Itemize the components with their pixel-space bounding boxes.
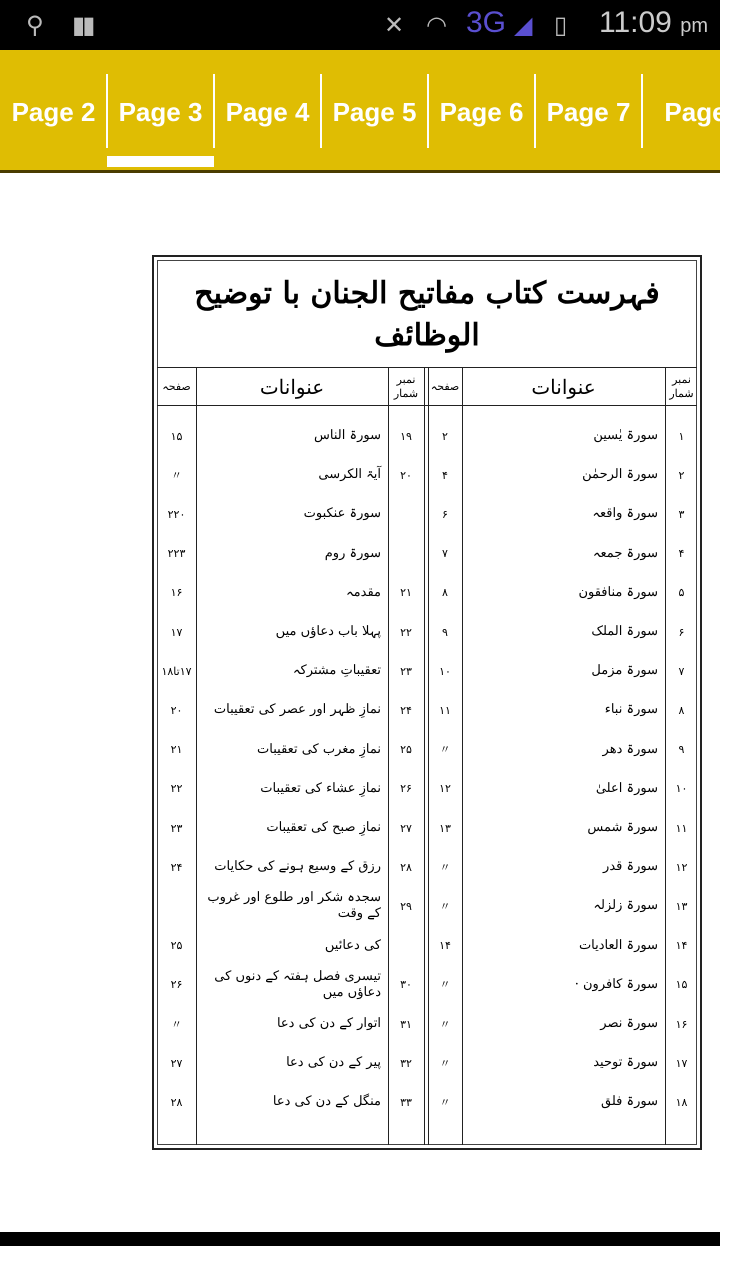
row-title: سورۃ شمس [587,820,658,835]
row-page: ۲۲ [170,782,183,796]
row-serial [389,535,423,573]
row-title: سورۃ دھر [602,741,658,757]
row-page: 〃 [439,743,451,757]
row-page: ۱۵ [170,429,183,443]
tab-page-2[interactable] [0,50,107,170]
row-page: ۱۶ [170,586,183,600]
row-page: ۲۰ [170,703,183,717]
row-title: اتوار کے دن کی دعا [276,1016,381,1031]
row-page: ۱۰ [439,664,451,678]
row-title: نمازِ صبح کی تعقیبات [266,820,381,835]
row-serial: ۲۲ [400,625,412,639]
row-title: سورۃ فلق [601,1094,658,1110]
tab-page-3[interactable] [107,50,214,170]
row-title: سورۃ العادیات [578,937,658,953]
row-title: سورۃ کافرون · [574,976,658,992]
row-title: سورۃ منافقون [578,584,658,600]
tab-label: Page 3 [118,97,203,127]
row-title: سورۃ مزمل [591,663,658,679]
row-page: 〃 [439,1095,451,1109]
mute-icon: ✕ [384,11,405,39]
row-serial: ۲۳ [400,664,412,678]
row-serial: ۲ [678,468,685,482]
page-tab-bar [0,50,727,170]
row-title: سورۃ واقعہ [592,506,658,522]
row-serial: ۱۲ [675,860,688,874]
row-page: ۲ [442,429,448,443]
tab-page-4[interactable] [214,50,321,170]
header-page: صفحہ [430,380,460,393]
row-page: 〃 [171,1017,182,1031]
tab-label: Page 7 [546,97,631,127]
row-title: سجدہ شکر اور طلوع اور غروب کے وقت [207,890,381,922]
network-type: 3G [466,6,507,39]
row-title: سورۃ قدر [603,859,658,875]
row-page: 〃 [439,1017,451,1031]
header-serial: نمبر شمار [393,373,419,400]
row-serial: ۸ [678,703,685,717]
clock-time: 11:09 [599,6,672,39]
row-serial: ۲۷ [400,821,412,835]
row-serial [389,927,423,965]
tab-label: Page [664,97,727,127]
row-title: تیسری فصل ہفتہ کے دنوں کی دعاؤں میں [214,968,381,1000]
row-page: 〃 [171,468,182,482]
row-serial: ۲۸ [400,860,412,874]
row-page: ۷ [442,547,448,561]
row-page: ۲۵ [170,939,183,953]
column-line [424,367,425,1145]
row-title: تعقیباتِ مشترکہ [292,663,381,679]
index-table [152,255,702,1150]
row-serial [389,495,423,533]
row-title: نمازِ مغرب کی تعقیبات [257,741,381,757]
row-page: 〃 [439,1056,451,1070]
row-serial: ۲۴ [400,703,412,717]
row-title: منگل کے دن کی دعا [272,1094,381,1110]
row-serial: ۳۲ [400,1056,412,1070]
row-title: نمازِ عشاء کی تعقیبات [260,780,381,796]
row-serial: ۷ [678,664,685,678]
row-serial: ۱۹ [400,429,412,443]
row-title: سورۃ یٰسین [593,428,658,443]
row-title: سورۃ نباء [604,702,658,718]
row-title: سورۃ نصر [600,1016,658,1031]
row-page: 〃 [439,860,451,874]
tab-page-6[interactable] [428,50,535,170]
row-title: رزق کے وسیع ہونے کی حکایات [214,859,381,875]
header-title: عنوانات [259,375,325,399]
row-page: ۶ [442,507,448,521]
row-page: ۲۶ [170,978,183,992]
row-page: ۱۷تا۱۸ [161,664,192,678]
row-serial: ۳۱ [400,1017,412,1031]
row-serial: ۲۰ [400,468,412,482]
signal-icon: ◢ [514,11,533,39]
row-serial: ۲۶ [400,782,412,796]
selected-tab-indicator [107,156,214,167]
wifi-icon: ◠ [426,11,447,39]
row-title: سورۃ الملک [591,624,658,639]
row-page: 〃 [439,978,451,992]
row-serial: ۲۹ [400,899,412,913]
row-serial: ۳۰ [400,978,412,992]
header-serial: نمبر شمار [669,373,694,400]
divider [157,405,697,406]
row-serial: ۵ [678,586,685,600]
row-serial: ۱۵ [675,978,688,992]
header-title: عنوانات [531,375,596,399]
divider [157,367,697,368]
tab-label: Page 6 [439,97,524,127]
row-serial: ۱۶ [675,1017,688,1031]
row-page: ۲۴ [170,860,183,874]
row-title: مقدمہ [346,584,381,600]
clock [599,6,708,40]
row-title: نمازِ ظہر اور عصر کی تعقیبات [213,702,381,718]
row-page: ۸ [442,586,448,600]
row-serial: ۱۳ [675,899,688,913]
usb-icon: ⚲ [26,11,44,39]
row-page: ۲۲۳ [167,547,186,561]
clock-ampm: pm [680,15,708,37]
tab-page-7[interactable] [535,50,642,170]
tab-page-5[interactable] [321,50,428,170]
tab-page-8[interactable] [642,50,749,170]
row-page: ۲۳ [170,821,183,835]
row-title: پیر کے دن کی دعا [286,1055,381,1071]
row-page: ۲۲۰ [167,507,186,521]
row-title: سورۃ الناس [314,428,381,443]
row-serial: ۱۰ [675,782,688,796]
page-edge [0,1232,720,1246]
row-title: سورۃ زلزلہ [593,898,658,914]
row-serial: ۱۱ [675,821,688,835]
row-title: سورۃ الرحمٰن [582,467,658,483]
row-serial: ۴ [678,547,685,561]
row-serial: ۶ [678,625,685,639]
battery-charging-icon: ▯ [554,11,568,39]
row-page [158,887,195,925]
sd-card-icon: ▮▮ [72,11,93,39]
row-serial: ۲۱ [400,586,412,600]
row-page: ۹ [442,625,448,639]
row-page: 〃 [439,899,451,913]
row-title: سورۃ عنکبوت [303,506,381,522]
row-page: ۴ [442,468,448,482]
row-title: سورۃ توحید [593,1055,658,1071]
row-serial: ۳۳ [400,1095,412,1109]
row-serial: ۳ [678,507,685,521]
row-page: ۱۲ [439,782,451,796]
row-title: کی دعائیں [324,937,381,953]
row-page: ۱۷ [170,625,183,639]
row-serial: ۱۸ [675,1095,688,1109]
row-serial: ۱ [678,429,685,443]
row-serial: ۲۵ [400,743,412,757]
row-title: سورۃ جمعہ [592,545,658,561]
row-serial: ۱۷ [675,1056,688,1070]
row-page: ۲۱ [170,743,183,757]
header-page: صفحہ [162,380,191,393]
row-title: پہلا باب دعاؤں میں [275,624,381,639]
row-page: ۱۳ [439,821,451,835]
row-page: ۱۱ [439,703,451,717]
status-bar [0,0,720,50]
row-title: آیۃ الکرسی [318,467,381,483]
scanned-page-view[interactable] [0,173,720,1233]
tab-label: Page 5 [332,97,417,127]
document-title: فہرست کتاب مفاتیح الجنان با توضیح الوظائف [194,276,660,353]
row-title: سورۃ اعلیٰ [595,780,658,796]
row-serial: ۹ [678,743,685,757]
row-serial: ۱۴ [675,939,688,953]
row-page: ۲۸ [170,1095,183,1109]
tab-label: Page 2 [11,97,96,127]
tab-label: Page 4 [225,97,310,127]
row-page: ۱۴ [439,939,451,953]
row-title: سورۃ روم [324,545,381,561]
row-page: ۲۷ [170,1056,183,1070]
